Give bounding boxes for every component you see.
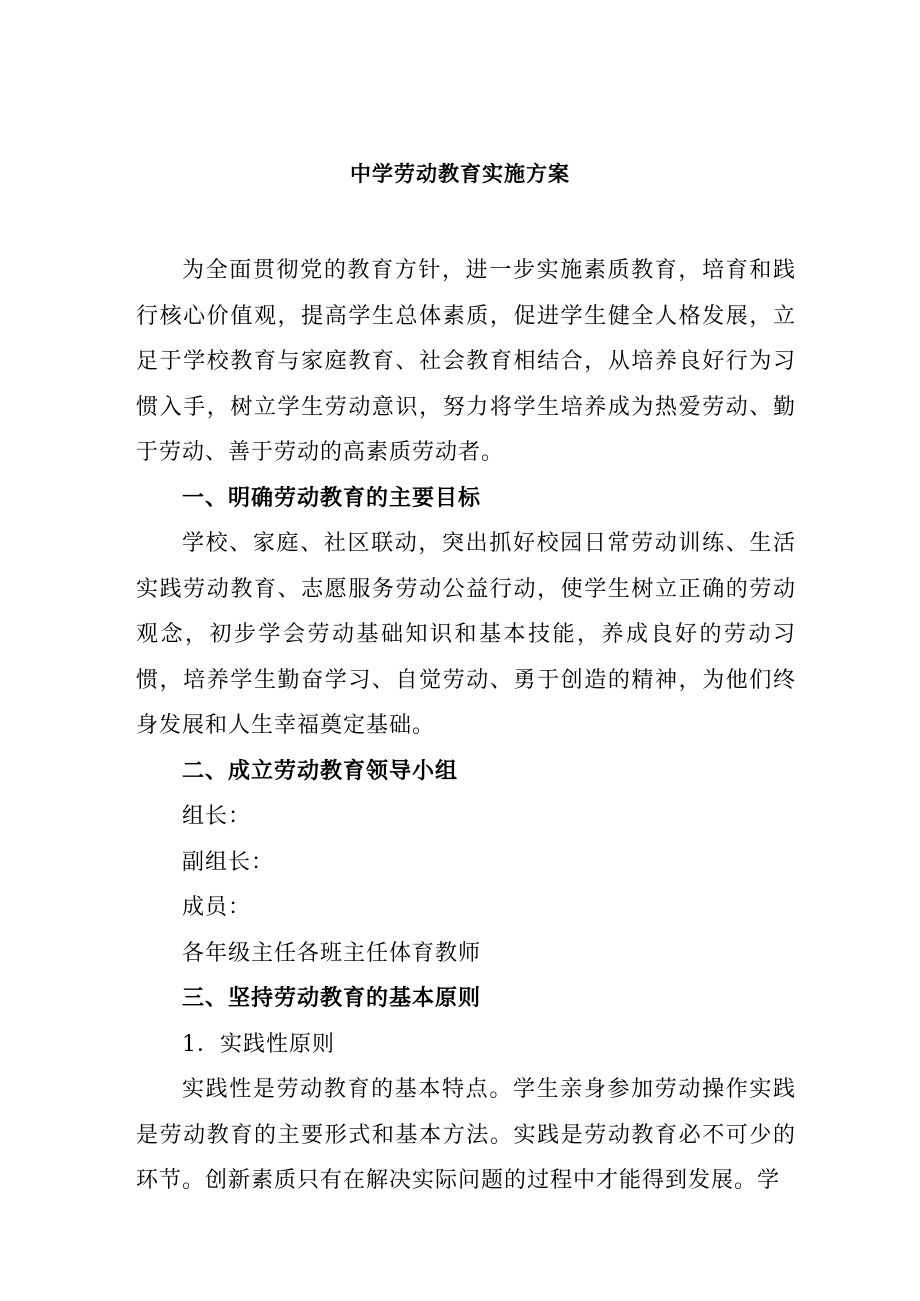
section-3-heading: 三、坚持劳动教育的基本原则 <box>182 985 482 1011</box>
document-title: 中学劳动教育实施方案 <box>350 161 570 186</box>
document-body <box>136 248 796 1204</box>
group-leader-line: 组长： <box>182 804 252 829</box>
practice-principle-paragraph: 实践性是劳动教育的基本特点。学生亲身参加劳动操作实践是劳动教育的主要形式和基本方法。实践是劳动教育必不可少的环节。创新素质只有在解决实际问题的过程中才能得到发展。学 <box>136 1077 796 1193</box>
deputy-leader-line: 副组长： <box>182 849 275 875</box>
members-list-line: 各年级主任各班主任体育教师 <box>182 940 482 966</box>
members-line: 成员： <box>182 895 252 920</box>
section-1-heading: 一、明确劳动教育的主要目标 <box>182 484 482 511</box>
section-2-heading: 二、成立劳动教育领导小组 <box>182 757 459 784</box>
intro-paragraph: 为全面贯彻党的教育方针，进一步实施素质教育，培育和践行核心价值观，提高学生总体素质，促进学生健全人格发展，立足于学校教育与家庭教育、社会教育相结合，从培养良好行为习惯入手，树立学生劳动意识，努力将学生培养成为热爱劳动、勤于劳动、善于劳动的高素质劳动者。 <box>136 258 796 465</box>
section-1-paragraph: 学校、家庭、社区联动，突出抓好校园日常劳动训练、生活实践劳动教育、志愿服务劳动公益行动，使学生树立正确的劳动观念，初步学会劳动基础知识和基本技能，养成良好的劳动习惯，培养学生勤奋学习、自觉劳动、勇于创造的精神，为他们终身发展和人生幸福奠定基础。 <box>136 531 796 738</box>
practice-principle-subheading: 1．实践性原则 <box>182 1031 335 1057</box>
